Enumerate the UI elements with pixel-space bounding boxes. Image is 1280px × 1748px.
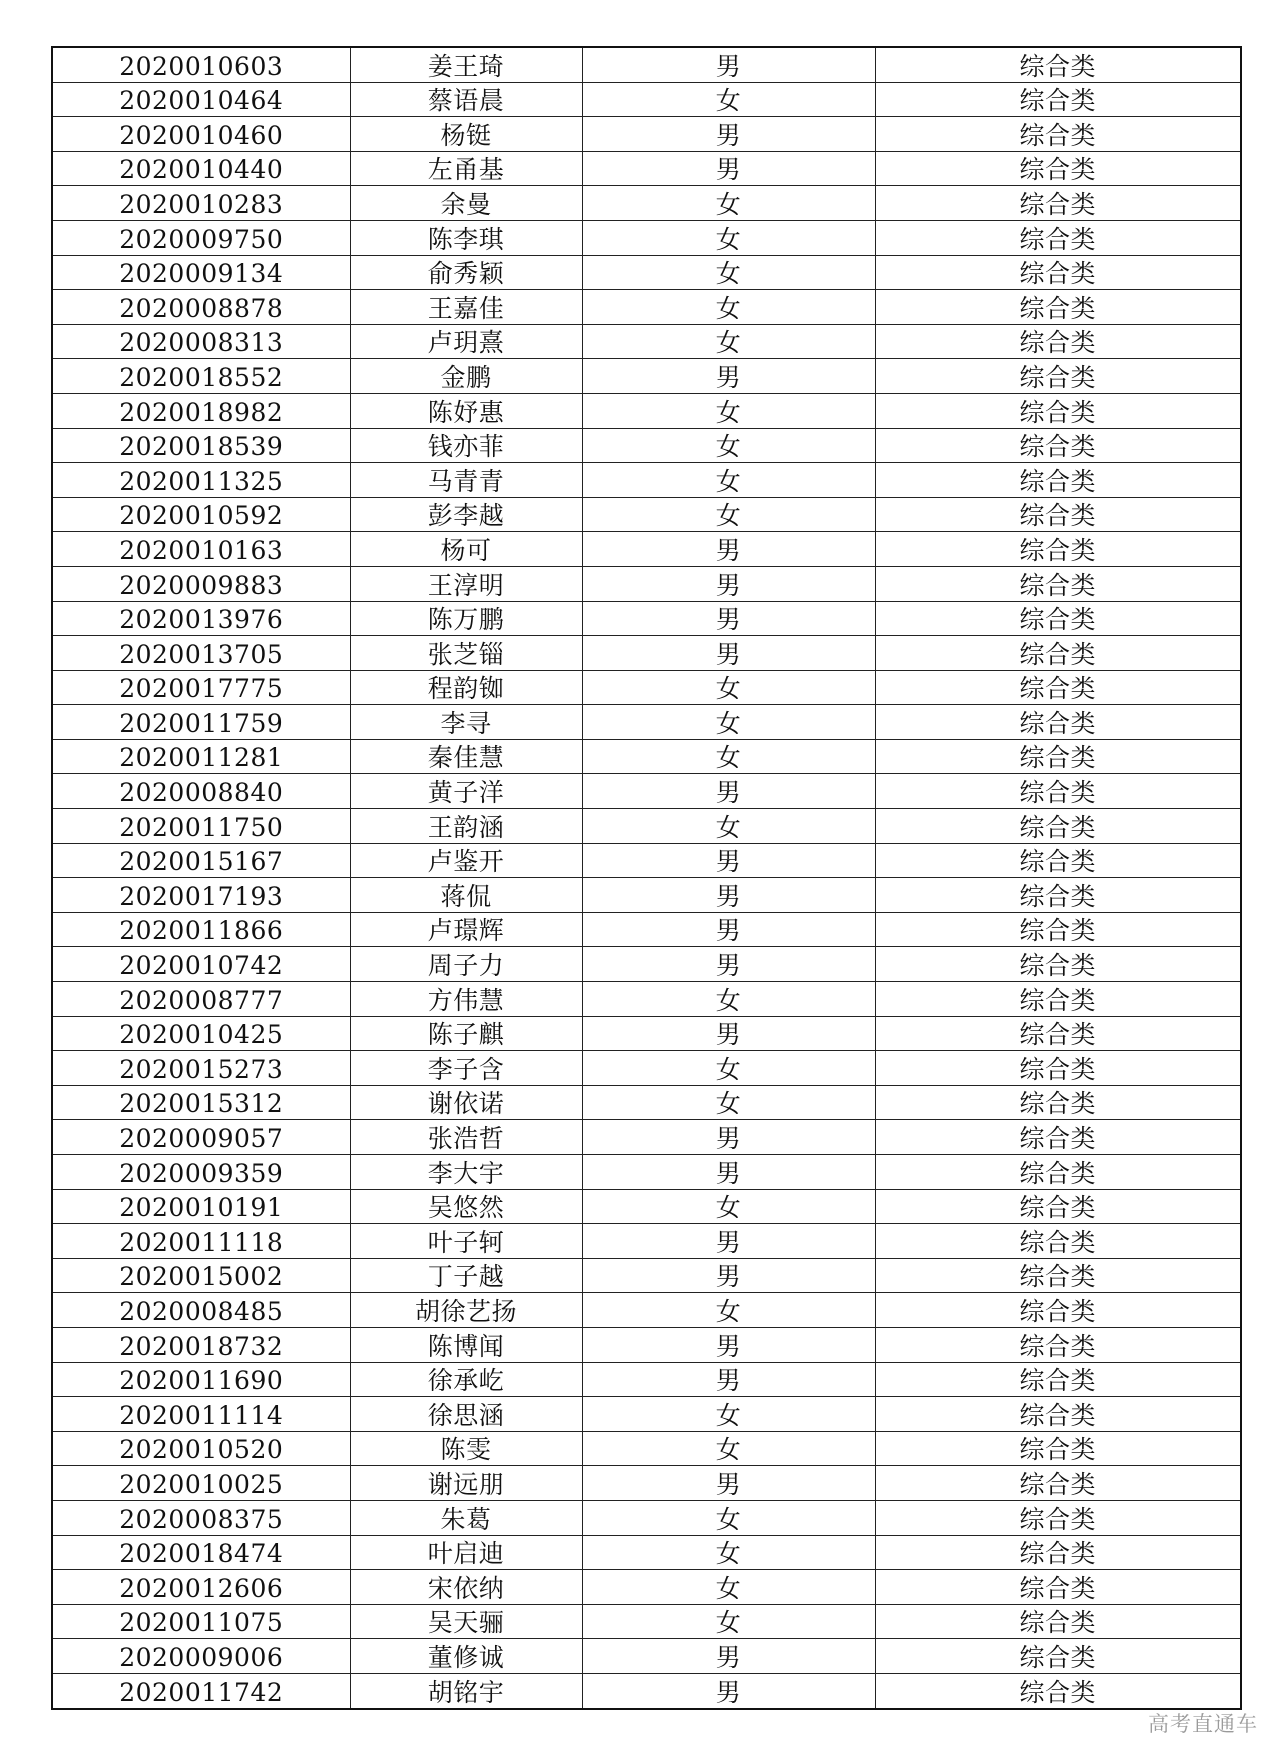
table-row (52, 1155, 1241, 1190)
table-row (52, 1673, 1241, 1708)
category-cell: 综合类 (875, 1189, 1241, 1224)
category-cell: 综合类 (875, 393, 1241, 428)
gender-cell: 女 (582, 255, 875, 290)
category-cell: 综合类 (875, 843, 1241, 878)
table-row (52, 739, 1241, 774)
student-id-cell: 2020017775 (52, 670, 350, 705)
gender-cell: 女 (582, 1535, 875, 1570)
gender-cell: 男 (582, 1224, 875, 1259)
student-id-cell: 2020011690 (52, 1362, 350, 1397)
category-cell: 综合类 (875, 359, 1241, 394)
student-id-cell: 2020011075 (52, 1604, 350, 1639)
gender-cell: 女 (582, 186, 875, 221)
student-name-cell: 叶启迪 (350, 1535, 582, 1570)
gender-cell: 男 (582, 601, 875, 636)
student-name-cell: 杨可 (350, 532, 582, 567)
table-row (52, 497, 1241, 532)
gender-cell: 男 (582, 359, 875, 394)
category-cell: 综合类 (875, 255, 1241, 290)
student-name-cell: 谢远朋 (350, 1466, 582, 1501)
table-row (52, 47, 1241, 82)
student-id-cell: 2020011742 (52, 1673, 350, 1708)
gender-cell: 男 (582, 1120, 875, 1155)
student-name-cell: 姜王琦 (350, 47, 582, 82)
table-row (52, 670, 1241, 705)
gender-cell: 女 (582, 1189, 875, 1224)
category-cell: 综合类 (875, 186, 1241, 221)
student-id-cell: 2020011281 (52, 739, 350, 774)
student-id-cell: 2020015167 (52, 843, 350, 878)
student-name-cell: 董修诚 (350, 1639, 582, 1674)
table-row (52, 82, 1241, 117)
gender-cell: 男 (582, 1016, 875, 1051)
student-id-cell: 2020015312 (52, 1085, 350, 1120)
category-cell: 综合类 (875, 1639, 1241, 1674)
student-id-cell: 2020009883 (52, 566, 350, 601)
gender-cell: 女 (582, 1397, 875, 1432)
table-row (52, 1293, 1241, 1328)
table-row (52, 809, 1241, 844)
table-row (52, 1362, 1241, 1397)
student-id-cell: 2020010025 (52, 1466, 350, 1501)
table-row (52, 463, 1241, 498)
student-id-cell: 2020010592 (52, 497, 350, 532)
gender-cell: 男 (582, 1258, 875, 1293)
category-cell: 综合类 (875, 774, 1241, 809)
category-cell: 综合类 (875, 324, 1241, 359)
student-name-cell: 王淳明 (350, 566, 582, 601)
table-row (52, 1500, 1241, 1535)
table-row (52, 1224, 1241, 1259)
table-row (52, 1085, 1241, 1120)
student-id-cell: 2020009134 (52, 255, 350, 290)
table-row (52, 982, 1241, 1017)
student-name-cell: 蒋侃 (350, 878, 582, 913)
admission-list-table (51, 46, 1242, 1710)
gender-cell: 男 (582, 1673, 875, 1708)
student-name-cell: 王韵涵 (350, 809, 582, 844)
gender-cell: 女 (582, 290, 875, 325)
student-id-cell: 2020018539 (52, 428, 350, 463)
category-cell: 综合类 (875, 151, 1241, 186)
student-id-cell: 2020011325 (52, 463, 350, 498)
category-cell: 综合类 (875, 809, 1241, 844)
category-cell: 综合类 (875, 1397, 1241, 1432)
student-name-cell: 朱葛 (350, 1500, 582, 1535)
table-row (52, 532, 1241, 567)
student-name-cell: 陈李琪 (350, 220, 582, 255)
gender-cell: 男 (582, 947, 875, 982)
student-id-cell: 2020008777 (52, 982, 350, 1017)
category-cell: 综合类 (875, 601, 1241, 636)
student-name-cell: 方伟慧 (350, 982, 582, 1017)
student-name-cell: 周子力 (350, 947, 582, 982)
student-id-cell: 2020008840 (52, 774, 350, 809)
student-name-cell: 宋依纳 (350, 1570, 582, 1605)
student-name-cell: 余曼 (350, 186, 582, 221)
student-name-cell: 秦佳慧 (350, 739, 582, 774)
student-id-cell: 2020012606 (52, 1570, 350, 1605)
student-name-cell: 彭李越 (350, 497, 582, 532)
table-row (52, 1258, 1241, 1293)
category-cell: 综合类 (875, 532, 1241, 567)
student-name-cell: 程韵铷 (350, 670, 582, 705)
table-row (52, 290, 1241, 325)
category-cell: 综合类 (875, 739, 1241, 774)
table-row (52, 359, 1241, 394)
student-id-cell: 2020009057 (52, 1120, 350, 1155)
student-id-cell: 2020015273 (52, 1051, 350, 1086)
gender-cell: 男 (582, 566, 875, 601)
gender-cell: 男 (582, 47, 875, 82)
student-id-cell: 2020011118 (52, 1224, 350, 1259)
gender-cell: 女 (582, 705, 875, 740)
category-cell: 综合类 (875, 1604, 1241, 1639)
table-body (52, 47, 1241, 1709)
student-name-cell: 叶子轲 (350, 1224, 582, 1259)
gender-cell: 女 (582, 497, 875, 532)
student-id-cell: 2020008313 (52, 324, 350, 359)
category-cell: 综合类 (875, 982, 1241, 1017)
gender-cell: 男 (582, 1362, 875, 1397)
student-id-cell: 2020008375 (52, 1500, 350, 1535)
gender-cell: 男 (582, 843, 875, 878)
category-cell: 综合类 (875, 1258, 1241, 1293)
student-id-cell: 2020010440 (52, 151, 350, 186)
student-id-cell: 2020018552 (52, 359, 350, 394)
table-row (52, 912, 1241, 947)
student-id-cell: 2020010520 (52, 1431, 350, 1466)
gender-cell: 女 (582, 982, 875, 1017)
gender-cell: 女 (582, 1051, 875, 1086)
table-row (52, 843, 1241, 878)
gender-cell: 男 (582, 878, 875, 913)
student-name-cell: 卢鉴开 (350, 843, 582, 878)
category-cell: 综合类 (875, 1051, 1241, 1086)
student-name-cell: 张浩哲 (350, 1120, 582, 1155)
student-name-cell: 陈博闻 (350, 1327, 582, 1362)
table-row (52, 1051, 1241, 1086)
table-row (52, 1397, 1241, 1432)
student-name-cell: 吴天骊 (350, 1604, 582, 1639)
table-row (52, 566, 1241, 601)
category-cell: 综合类 (875, 1535, 1241, 1570)
table-row (52, 186, 1241, 221)
gender-cell: 女 (582, 1431, 875, 1466)
gender-cell: 女 (582, 428, 875, 463)
student-id-cell: 2020010163 (52, 532, 350, 567)
gender-cell: 女 (582, 1085, 875, 1120)
table-row (52, 705, 1241, 740)
gender-cell: 女 (582, 1570, 875, 1605)
category-cell: 综合类 (875, 1673, 1241, 1708)
category-cell: 综合类 (875, 636, 1241, 671)
category-cell: 综合类 (875, 1085, 1241, 1120)
table-row (52, 1327, 1241, 1362)
watermark-text: 高考直通车 (1148, 1712, 1258, 1736)
student-name-cell: 陈万鹏 (350, 601, 582, 636)
student-name-cell: 李寻 (350, 705, 582, 740)
student-name-cell: 钱亦菲 (350, 428, 582, 463)
gender-cell: 女 (582, 324, 875, 359)
student-name-cell: 陈子麒 (350, 1016, 582, 1051)
student-name-cell: 蔡语晨 (350, 82, 582, 117)
student-id-cell: 2020010191 (52, 1189, 350, 1224)
student-id-cell: 2020018732 (52, 1327, 350, 1362)
category-cell: 综合类 (875, 1293, 1241, 1328)
category-cell: 综合类 (875, 705, 1241, 740)
gender-cell: 女 (582, 393, 875, 428)
table-row (52, 151, 1241, 186)
table-row (52, 255, 1241, 290)
student-id-cell: 2020010742 (52, 947, 350, 982)
table-row (52, 947, 1241, 982)
gender-cell: 女 (582, 809, 875, 844)
category-cell: 综合类 (875, 1431, 1241, 1466)
student-name-cell: 金鹏 (350, 359, 582, 394)
student-name-cell: 丁子越 (350, 1258, 582, 1293)
gender-cell: 男 (582, 1327, 875, 1362)
category-cell: 综合类 (875, 1155, 1241, 1190)
table-row (52, 220, 1241, 255)
student-id-cell: 2020009750 (52, 220, 350, 255)
student-name-cell: 卢璟辉 (350, 912, 582, 947)
category-cell: 综合类 (875, 463, 1241, 498)
table-row (52, 1639, 1241, 1674)
student-name-cell: 陈妤惠 (350, 393, 582, 428)
category-cell: 综合类 (875, 566, 1241, 601)
category-cell: 综合类 (875, 670, 1241, 705)
student-name-cell: 陈雯 (350, 1431, 582, 1466)
student-id-cell: 2020011114 (52, 1397, 350, 1432)
category-cell: 综合类 (875, 1120, 1241, 1155)
category-cell: 综合类 (875, 82, 1241, 117)
student-id-cell: 2020011750 (52, 809, 350, 844)
student-id-cell: 2020010464 (52, 82, 350, 117)
student-id-cell: 2020013976 (52, 601, 350, 636)
student-id-cell: 2020018474 (52, 1535, 350, 1570)
category-cell: 综合类 (875, 1224, 1241, 1259)
gender-cell: 女 (582, 1293, 875, 1328)
student-id-cell: 2020009359 (52, 1155, 350, 1190)
gender-cell: 男 (582, 636, 875, 671)
table-row (52, 774, 1241, 809)
table-row (52, 393, 1241, 428)
student-name-cell: 张芝锱 (350, 636, 582, 671)
gender-cell: 女 (582, 670, 875, 705)
gender-cell: 男 (582, 117, 875, 152)
table-row (52, 1189, 1241, 1224)
table-row (52, 636, 1241, 671)
student-name-cell: 马青青 (350, 463, 582, 498)
gender-cell: 男 (582, 151, 875, 186)
category-cell: 综合类 (875, 1500, 1241, 1535)
table-row (52, 1570, 1241, 1605)
gender-cell: 男 (582, 532, 875, 567)
gender-cell: 女 (582, 463, 875, 498)
gender-cell: 女 (582, 1500, 875, 1535)
student-name-cell: 李大宇 (350, 1155, 582, 1190)
table-row (52, 324, 1241, 359)
student-name-cell: 徐思涵 (350, 1397, 582, 1432)
student-id-cell: 2020018982 (52, 393, 350, 428)
student-id-cell: 2020008485 (52, 1293, 350, 1328)
student-id-cell: 2020010425 (52, 1016, 350, 1051)
student-name-cell: 谢依诺 (350, 1085, 582, 1120)
gender-cell: 男 (582, 774, 875, 809)
student-id-cell: 2020010460 (52, 117, 350, 152)
table-row (52, 1431, 1241, 1466)
category-cell: 综合类 (875, 428, 1241, 463)
category-cell: 综合类 (875, 1362, 1241, 1397)
gender-cell: 男 (582, 1155, 875, 1190)
category-cell: 综合类 (875, 1016, 1241, 1051)
category-cell: 综合类 (875, 117, 1241, 152)
student-id-cell: 2020011759 (52, 705, 350, 740)
student-name-cell: 李子含 (350, 1051, 582, 1086)
table-row (52, 1535, 1241, 1570)
category-cell: 综合类 (875, 878, 1241, 913)
student-id-cell: 2020013705 (52, 636, 350, 671)
table-row (52, 117, 1241, 152)
category-cell: 综合类 (875, 290, 1241, 325)
student-id-cell: 2020011866 (52, 912, 350, 947)
table-row (52, 1016, 1241, 1051)
gender-cell: 男 (582, 912, 875, 947)
category-cell: 综合类 (875, 1327, 1241, 1362)
student-name-cell: 王嘉佳 (350, 290, 582, 325)
category-cell: 综合类 (875, 912, 1241, 947)
category-cell: 综合类 (875, 220, 1241, 255)
table-row (52, 428, 1241, 463)
student-id-cell: 2020017193 (52, 878, 350, 913)
category-cell: 综合类 (875, 947, 1241, 982)
category-cell: 综合类 (875, 47, 1241, 82)
gender-cell: 男 (582, 1639, 875, 1674)
student-id-cell: 2020008878 (52, 290, 350, 325)
student-name-cell: 黄子洋 (350, 774, 582, 809)
student-name-cell: 胡徐艺扬 (350, 1293, 582, 1328)
student-name-cell: 左甬基 (350, 151, 582, 186)
student-name-cell: 吴悠然 (350, 1189, 582, 1224)
gender-cell: 女 (582, 1604, 875, 1639)
gender-cell: 女 (582, 220, 875, 255)
table-row (52, 601, 1241, 636)
student-name-cell: 胡铭宇 (350, 1673, 582, 1708)
category-cell: 综合类 (875, 1570, 1241, 1605)
student-name-cell: 卢玥熹 (350, 324, 582, 359)
student-id-cell: 2020010603 (52, 47, 350, 82)
student-name-cell: 徐承屹 (350, 1362, 582, 1397)
table-row (52, 1604, 1241, 1639)
student-name-cell: 杨铤 (350, 117, 582, 152)
gender-cell: 女 (582, 739, 875, 774)
gender-cell: 男 (582, 1466, 875, 1501)
gender-cell: 女 (582, 82, 875, 117)
category-cell: 综合类 (875, 497, 1241, 532)
student-id-cell: 2020009006 (52, 1639, 350, 1674)
table-row (52, 878, 1241, 913)
category-cell: 综合类 (875, 1466, 1241, 1501)
table-row (52, 1466, 1241, 1501)
student-id-cell: 2020010283 (52, 186, 350, 221)
student-id-cell: 2020015002 (52, 1258, 350, 1293)
table-row (52, 1120, 1241, 1155)
student-name-cell: 俞秀颖 (350, 255, 582, 290)
